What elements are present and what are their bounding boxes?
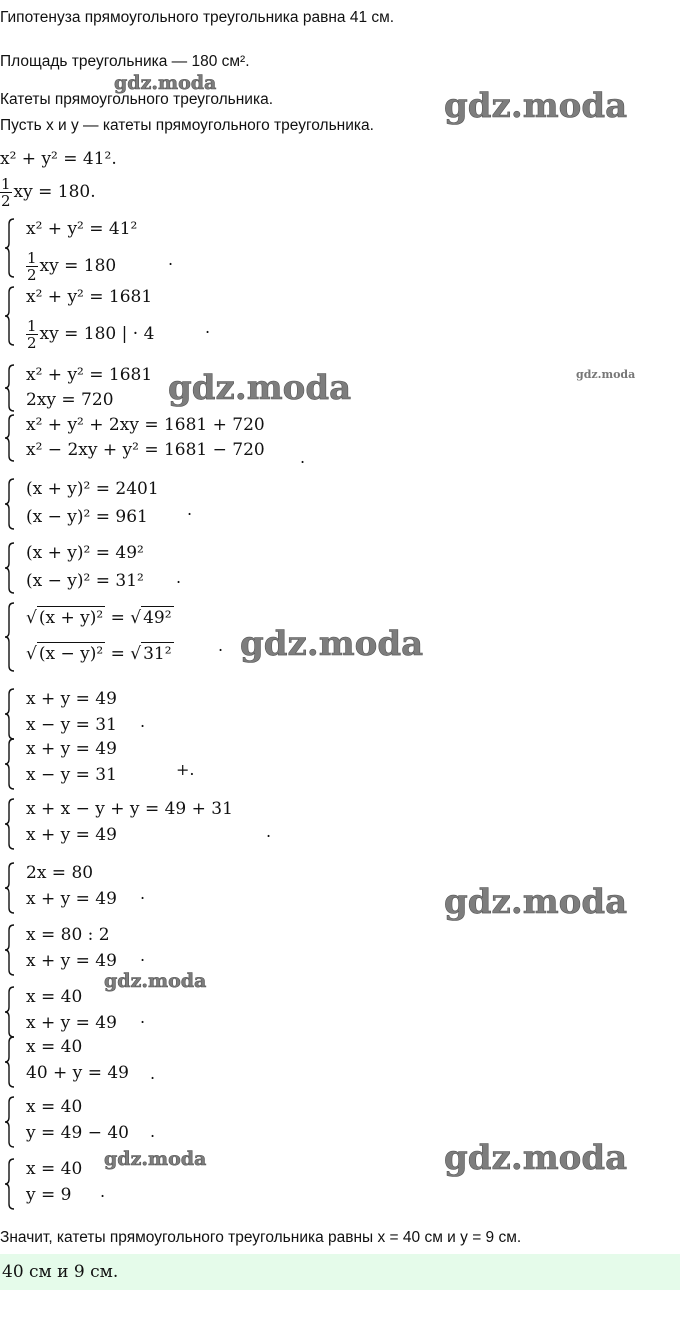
brace-icon: [4, 542, 14, 594]
equation-area: [0, 176, 96, 209]
equation-row: [26, 218, 137, 240]
system-terminator: .: [266, 822, 272, 841]
fraction-half: $\frac{1}{2}$: [1, 175, 11, 210]
equation-row: [26, 478, 159, 500]
equation-row: [26, 1062, 129, 1084]
brace-icon: [4, 986, 14, 1038]
equation-text: 40 + y = 49: [26, 1063, 129, 1083]
brace-icon: [4, 798, 14, 850]
equation-text: x² + y² = 41²: [26, 219, 138, 239]
system-terminator: .: [176, 568, 182, 587]
watermark: gdz.moda: [444, 86, 628, 126]
equation-text: 2x = 80: [26, 863, 94, 883]
equation-text: x = 40: [26, 1097, 83, 1117]
fraction-half: $\frac{1}{2}$: [27, 249, 37, 284]
system-terminator: .: [187, 500, 193, 519]
equation-row: [26, 738, 117, 760]
equation-area-text: xy = 180.: [13, 182, 96, 202]
equation-row: [26, 542, 144, 564]
equation-row: [26, 286, 152, 308]
equation-text: x − y = 31: [26, 765, 117, 785]
equation-text: xy = 180: [39, 256, 117, 276]
watermark: gdz.moda: [240, 624, 424, 664]
system-terminator: .: [150, 1064, 156, 1083]
equation-text: (x + y)² = 2401: [26, 479, 159, 499]
equation-text: x + y = 49: [26, 739, 117, 759]
brace-icon: [4, 1036, 14, 1088]
equation-row: [26, 414, 265, 436]
equation-text: x² + y² + 2xy = 1681 + 720: [26, 415, 265, 435]
watermark: gdz.moda: [576, 368, 636, 381]
system-terminator: .: [168, 250, 174, 269]
equation-row: [26, 688, 117, 710]
equation-text: x = 40: [26, 987, 83, 1007]
equation-row: [26, 986, 82, 1008]
brace-icon: [4, 414, 14, 462]
equation-text: x + y = 49: [26, 825, 117, 845]
intro-line-3: Катеты прямоугольного треугольника.: [0, 91, 273, 108]
equation-row: [26, 888, 117, 910]
watermark: gdz.moda: [168, 368, 352, 408]
equation-row: [26, 764, 117, 786]
equation-text: (x − y)² = 31²: [26, 571, 144, 591]
equation-text: x − y = 31: [26, 715, 117, 735]
equation-row: [26, 1096, 82, 1118]
equation-row: [26, 570, 144, 592]
equation-row: [26, 824, 117, 846]
equation-text: 2xy = 720: [26, 390, 114, 410]
sqrt-expression: √ (x + y)² = √ 49²: [26, 608, 172, 628]
equation-row: [26, 1184, 71, 1206]
brace-icon: [4, 738, 14, 790]
equation-text: x + y = 49: [26, 951, 117, 971]
equation-row: [26, 950, 117, 972]
watermark: gdz.moda: [104, 970, 207, 992]
equation-text: (x − y)² = 961: [26, 507, 148, 527]
equation-row: [26, 439, 265, 461]
brace-icon: [4, 364, 14, 412]
equation-text: y = 9: [26, 1185, 72, 1205]
equation-text: x² + y² = 1681: [26, 365, 153, 385]
equation-text: x + x − y + y = 49 + 31: [26, 799, 233, 819]
equation-text: y = 49 − 40: [26, 1123, 129, 1143]
intro-line-1: Гипотенуза прямоугольного треугольника равна 41 см.: [0, 9, 395, 26]
equation-row: [26, 606, 174, 629]
brace-icon: [4, 1158, 14, 1210]
equation-row: [26, 1036, 82, 1058]
answer-text: 40 см и 9 см.: [2, 1262, 119, 1282]
equation-text: x + y = 49: [26, 1013, 117, 1033]
conclusion-text: Значит, катеты прямоугольного треугольника равны x = 40 см и y = 9 см.: [0, 1229, 522, 1246]
equation-text: x = 40: [26, 1159, 83, 1179]
brace-icon: [4, 218, 14, 278]
system-terminator: .: [150, 1122, 156, 1141]
system-terminator: .: [140, 712, 146, 731]
equation-text: x² − 2xy + y² = 1681 − 720: [26, 440, 265, 460]
watermark: gdz.moda: [444, 1138, 628, 1178]
brace-icon: [4, 478, 14, 530]
watermark: gdz.moda: [444, 882, 628, 922]
equation-row: [26, 714, 117, 736]
intro-line-4: Пусть x и y — катеты прямоугольного треугольника.: [0, 117, 374, 134]
equation-text: x + y = 49: [26, 689, 117, 709]
watermark: gdz.moda: [104, 1148, 207, 1170]
brace-icon: [4, 924, 14, 976]
brace-icon: [4, 1096, 14, 1148]
equation-row: [26, 250, 116, 283]
equation-row: [26, 364, 152, 386]
equation-pythagoras: x² + y² = 41².: [0, 149, 117, 169]
system-terminator: .: [140, 946, 146, 965]
system-terminator: .: [218, 636, 224, 655]
equation-row: [26, 318, 154, 351]
system-terminator: .: [300, 448, 306, 467]
system-terminator: .: [140, 1008, 146, 1027]
answer-box: [0, 1254, 680, 1290]
intro-line-2: Площадь треугольника — 180 см².: [0, 53, 250, 70]
brace-icon: [4, 862, 14, 914]
equation-text: xy = 180 | · 4: [39, 324, 155, 344]
equation-row: [26, 798, 233, 820]
equation-row: [26, 924, 110, 946]
sqrt-expression: √ (x − y)² = √ 31²: [26, 644, 172, 664]
brace-icon: [4, 602, 14, 672]
equation-row: [26, 1122, 129, 1144]
brace-icon: [4, 688, 14, 740]
fraction-half: $\frac{1}{2}$: [27, 317, 37, 352]
equation-row: [26, 389, 114, 411]
system-terminator: .: [100, 1182, 106, 1201]
equation-text: x = 40: [26, 1037, 83, 1057]
system-terminator: +.: [176, 760, 195, 779]
system-terminator: .: [205, 318, 211, 337]
equation-row: [26, 862, 93, 884]
equation-row: [26, 1158, 82, 1180]
equation-text: (x + y)² = 49²: [26, 543, 144, 563]
system-terminator: .: [140, 884, 146, 903]
equation-row: [26, 1012, 117, 1034]
equation-row: [26, 506, 148, 528]
equation-text: x = 80 : 2: [26, 925, 110, 945]
watermark: gdz.moda: [114, 72, 217, 94]
brace-icon: [4, 286, 14, 346]
equation-text: x² + y² = 1681: [26, 287, 153, 307]
equation-row: [26, 642, 174, 665]
equation-text: x + y = 49: [26, 889, 117, 909]
